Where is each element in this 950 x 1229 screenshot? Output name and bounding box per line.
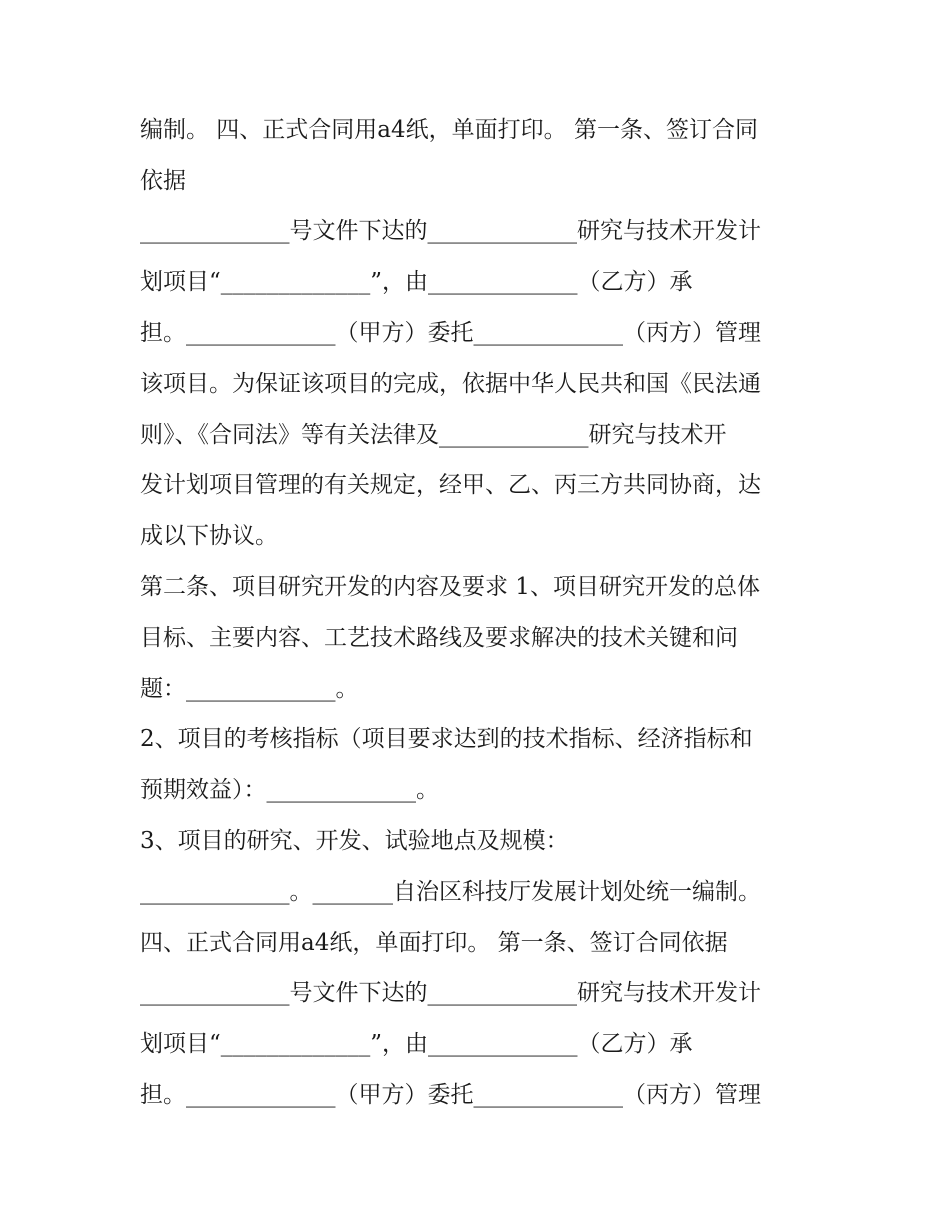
- text-line: 担。_____________（甲方）委托_____________（丙方）管理: [140, 320, 761, 346]
- text-line: 编制。 四、正式合同用a4纸，单面打印。 第一条、签订合同: [140, 117, 758, 143]
- text-line: 发计划项目管理的有关规定，经甲、乙、丙三方共同协商，达: [140, 472, 761, 498]
- text-line: 3、项目的研究、开发、试验地点及规模：: [140, 828, 569, 854]
- text-line: 题：_____________。: [140, 676, 359, 702]
- text-line: 预期效益）：_____________。: [140, 777, 439, 803]
- text-line: 四、正式合同用a4纸，单面打印。 第一条、签订合同依据: [140, 930, 728, 956]
- text-line: _____________。_______自治区科技厅发展计划处统一编制。: [140, 879, 761, 905]
- text-line: 划项目“_____________”，由_____________（乙方）承: [140, 269, 693, 295]
- text-line: _____________号文件下达的_____________研究与技术开发计: [140, 980, 761, 1006]
- text-line: 依据: [140, 168, 186, 194]
- text-line: _____________号文件下达的_____________研究与技术开发计: [140, 218, 761, 244]
- text-line: 则》、《合同法》等有关法律及_____________研究与技术开: [140, 422, 727, 448]
- text-line: 成以下协议。: [140, 523, 278, 549]
- text-line: 划项目“_____________”，由_____________（乙方）承: [140, 1031, 693, 1057]
- text-line: 2、项目的考核指标（项目要求达到的技术指标、经济指标和: [140, 726, 753, 752]
- text-line: 担。_____________（甲方）委托_____________（丙方）管理: [140, 1082, 761, 1108]
- text-line: 该项目。为保证该项目的完成，依据中华人民共和国《民法通: [140, 371, 761, 397]
- text-line: 第二条、项目研究开发的内容及要求 1、项目研究开发的总体: [140, 574, 760, 600]
- text-line: 目标、主要内容、工艺技术路线及要求解决的技术关键和问: [140, 625, 738, 651]
